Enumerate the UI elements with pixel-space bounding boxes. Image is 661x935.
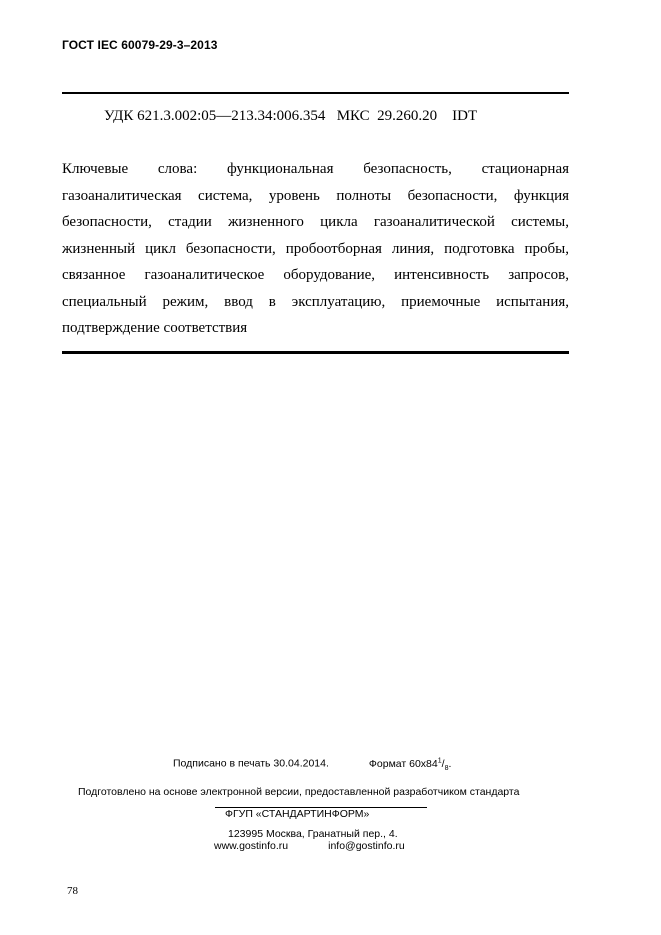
website-link[interactable]: www.gostinfo.ru: [214, 840, 289, 852]
keywords-text: функциональная безопасность, стационарная газоаналитическая система, уровень полноты безопасности, функция безопасности, стадии жизненного цикла газоаналитической системы, жизненный цикл безопасности, пробоотборная линия, подготовка пробы, связанное газоаналитическое оборудование, интенсивность запросов, специальный режим, ввод в эксплуатацию, приемочные испытания, подтверждение соответствия: [62, 161, 570, 336]
udk-code: УДК 621.3.002:05—213.34:006.354: [104, 108, 326, 124]
page-number: 78: [67, 885, 78, 897]
mks-label: МКС: [336, 108, 370, 124]
top-rule: [62, 92, 569, 94]
classification-line: [104, 108, 477, 125]
mks-code: 29.260.20: [377, 108, 438, 124]
document-code: ГОСТ IEC 60079-29-3–2013: [62, 38, 218, 52]
publisher-contacts: [214, 840, 405, 852]
email-link[interactable]: info@gostinfo.ru: [328, 840, 405, 852]
bottom-rule: [62, 351, 569, 354]
keywords-label: Ключевые слова:: [62, 161, 198, 177]
prepared-note: Подготовлено на основе электронной версии, предоставленной разработчиком стандарта: [78, 786, 520, 798]
print-signed-line: [173, 757, 451, 772]
paper-format: Формат $60x84^1/_8$.: [368, 757, 452, 772]
idt-mark: IDT: [452, 108, 478, 124]
publisher-name: ФГУП «СТАНДАРТИНФОРМ»: [225, 808, 370, 820]
keywords-paragraph: [62, 156, 569, 342]
publisher-address: 123995 Москва, Гранатный пер., 4.: [228, 828, 398, 840]
signed-date: Подписано в печать 30.04.2014.: [173, 757, 329, 770]
